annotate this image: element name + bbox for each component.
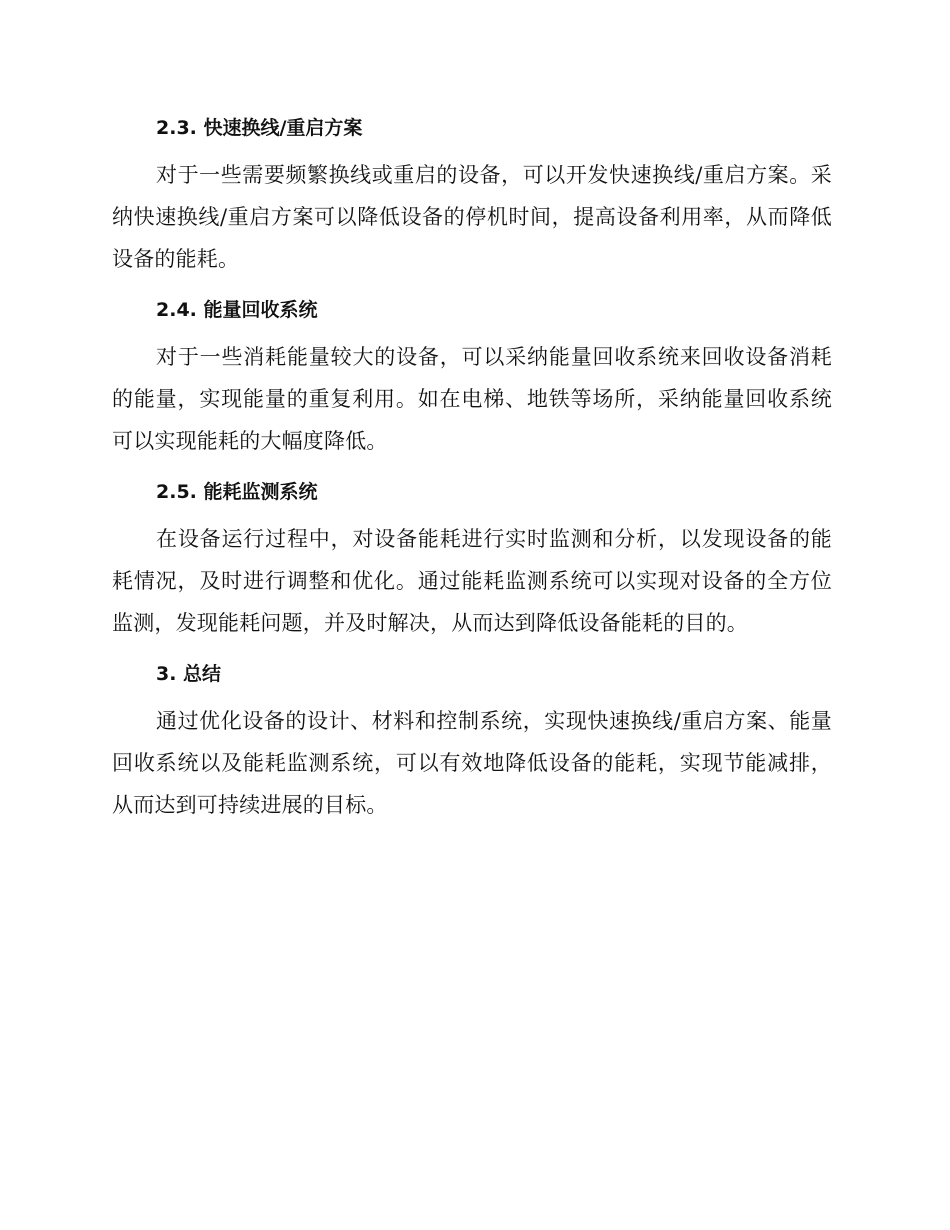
section-heading-summary: 3. 总结	[156, 663, 222, 685]
section-body-energy-monitoring: 在设备运行过程中，对设备能耗进行实时监测和分析，以发现设备的能耗情况，及时进行调整和优化。通过能耗监测系统可以实现对设备的全方位监测，发现能耗问题，并及时解决，从而达到降低设备能耗的目的。	[112, 527, 832, 635]
section-heading-energy-recovery: 2.4. 能量回收系统	[156, 299, 318, 321]
section-body-quick-changeover: 对于一些需要频繁换线或重启的设备，可以开发快速换线/重启方案。采纳快速换线/重启方案可以降低设备的停机时间，提高设备利用率，从而降低设备的能耗。	[112, 163, 832, 271]
section-heading-quick-changeover: 2.3. 快速换线/重启方案	[156, 117, 363, 139]
section-heading-energy-monitoring: 2.5. 能耗监测系统	[156, 481, 318, 503]
section-body-energy-recovery: 对于一些消耗能量较大的设备，可以采纳能量回收系统来回收设备消耗的能量，实现能量的重复利用。如在电梯、地铁等场所，采纳能量回收系统可以实现能耗的大幅度降低。	[112, 345, 832, 453]
document-content	[112, 108, 832, 836]
section-body-summary: 通过优化设备的设计、材料和控制系统，实现快速换线/重启方案、能量回收系统以及能耗监测系统，可以有效地降低设备的能耗，实现节能减排，从而达到可持续进展的目标。	[112, 709, 832, 817]
